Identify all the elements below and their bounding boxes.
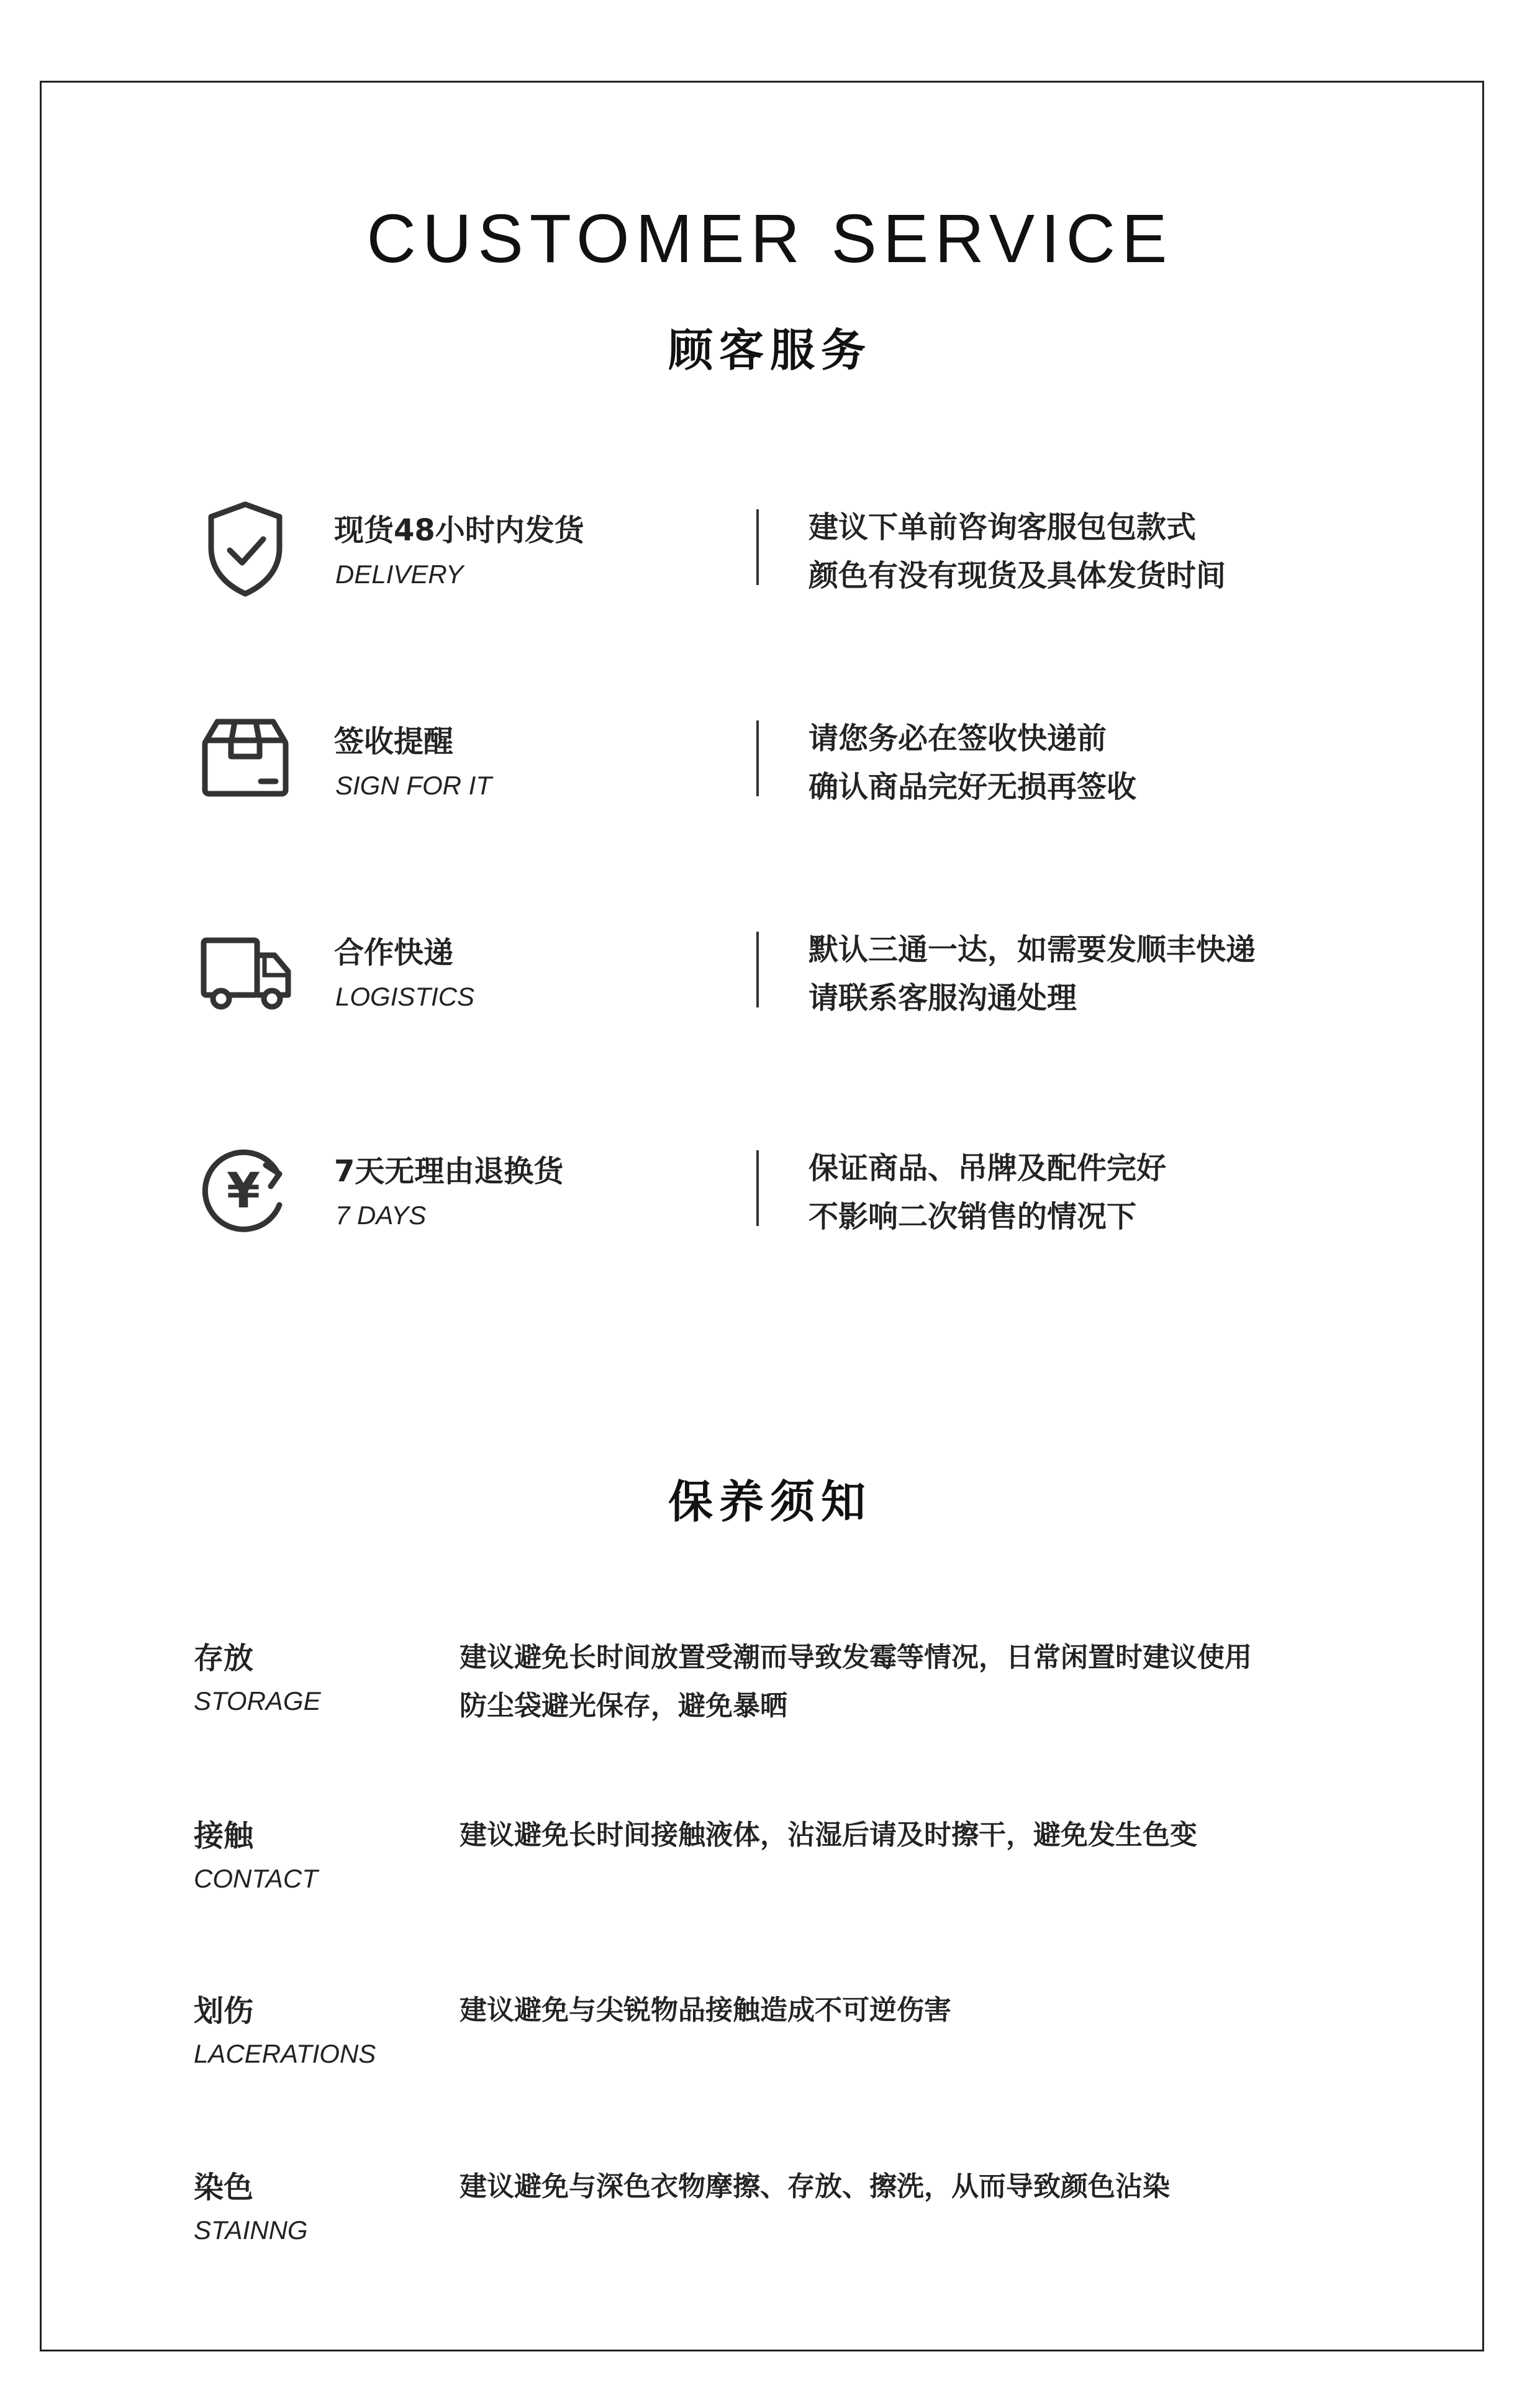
- care-description-line: 建议避免长时间放置受潮而导致发霉等情况，日常闲置时建议使用: [460, 1642, 1252, 1673]
- service-name-cn: 现货48小时内发货: [334, 513, 584, 548]
- shield-check-icon: [192, 497, 298, 602]
- page-title-english: CUSTOMER SERVICE: [366, 201, 1174, 277]
- delivery-truck-icon: [192, 919, 298, 1025]
- service-divider: [756, 1150, 759, 1226]
- service-row-sign-for-it: [0, 708, 1540, 832]
- service-name-en: SIGN FOR IT: [335, 771, 492, 800]
- service-description: [808, 714, 1136, 811]
- care-row-staining: [0, 2163, 1540, 2274]
- care-description: [460, 1811, 1197, 1860]
- service-name-en: 7 DAYS: [335, 1201, 427, 1230]
- care-row-lacerations: [0, 1986, 1540, 2098]
- service-row-logistics: [0, 919, 1540, 1043]
- service-description: [808, 503, 1226, 600]
- care-name-cn: 染色: [194, 2170, 254, 2205]
- page-title-chinese: 顾客服务: [668, 324, 872, 376]
- care-description-line: 建议避免与尖锐物品接触造成不可逆伤害: [460, 1994, 951, 2026]
- care-name-en: STAINNG: [194, 2215, 308, 2245]
- service-row-7-days: [0, 1138, 1540, 1262]
- service-divider: [756, 932, 759, 1007]
- service-name-en: DELIVERY: [335, 560, 464, 589]
- service-description-line: 建议下单前咨询客服包包款式: [808, 510, 1197, 545]
- service-description: [808, 1144, 1166, 1241]
- care-name-cn: 存放: [194, 1641, 254, 1676]
- service-divider: [756, 720, 759, 796]
- service-description-line: 确认商品完好无损再签收: [808, 770, 1137, 804]
- care-description-line: 建议避免与深色衣物摩擦、存放、擦洗，从而导致颜色沾染: [460, 2171, 1170, 2202]
- care-name-cn: 接触: [194, 1819, 254, 1853]
- care-section-heading: 保养须知: [668, 1476, 872, 1528]
- service-description-line: 请您务必在签收快递前: [808, 721, 1107, 756]
- service-name-cn: 签收提醒: [334, 724, 454, 759]
- service-name-en: LOGISTICS: [335, 982, 475, 1011]
- service-description: [808, 925, 1256, 1022]
- service-name-cn: 7天无理由退换货: [334, 1154, 564, 1189]
- service-description-line: 请联系客服沟通处理: [808, 981, 1077, 1015]
- care-description-line: 建议避免长时间接触液体，沾湿后请及时擦干，避免发生色变: [460, 1819, 1197, 1851]
- care-name-en: LACERATIONS: [194, 2039, 376, 2068]
- care-row-storage: [0, 1633, 1540, 1745]
- service-description-line: 不影响二次销售的情况下: [808, 1199, 1137, 1234]
- yen-return-icon: [192, 1138, 298, 1243]
- service-description-line: 保证商品、吊牌及配件完好: [808, 1151, 1167, 1186]
- service-description-line: 颜色有没有现货及具体发货时间: [808, 558, 1226, 593]
- care-row-contact: [0, 1811, 1540, 1923]
- care-name-en: CONTACT: [194, 1864, 318, 1893]
- care-description: [460, 2163, 1170, 2211]
- service-name-cn: 合作快递: [334, 935, 454, 970]
- package-box-icon: [192, 708, 298, 814]
- care-name-cn: 划伤: [194, 1994, 254, 2028]
- service-row-delivery: [0, 497, 1540, 621]
- service-divider: [756, 509, 759, 585]
- care-description-line: 防尘袋避光保存，避免暴晒: [460, 1690, 787, 1722]
- care-name-en: STORAGE: [194, 1686, 321, 1715]
- care-description: [460, 1633, 1252, 1730]
- service-description-line: 默认三通一达，如需要发顺丰快递: [808, 932, 1256, 967]
- care-description: [460, 1986, 951, 2035]
- svg-text:¥: ¥: [226, 1163, 261, 1219]
